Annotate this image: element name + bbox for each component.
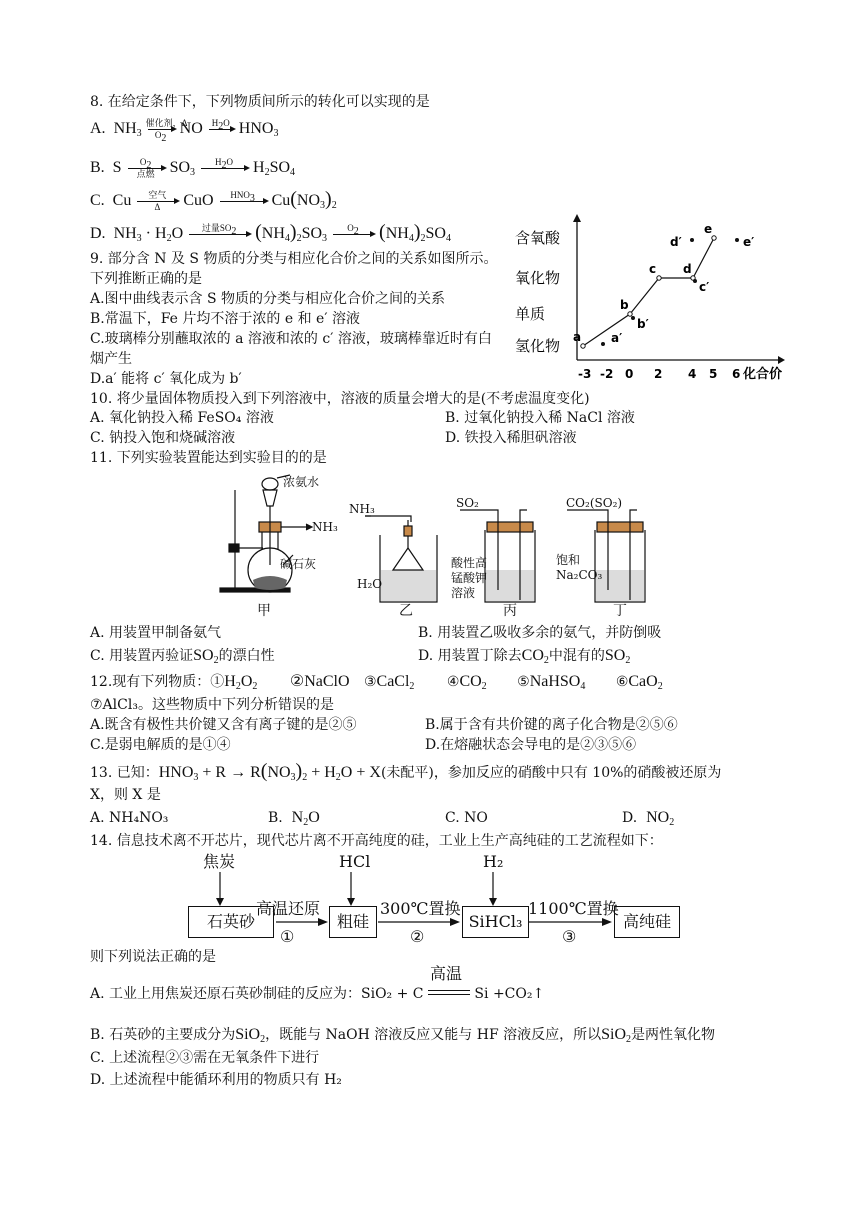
q8-option-c: C. Cu 空气 Δ CuO $HNO_3$ $Cu(NO_3)_2$ (90, 188, 337, 212)
q14-option-c: C. 上述流程②③需在无氧条件下进行 (90, 1050, 320, 1066)
o2-formula: O (154, 130, 162, 140)
label-na2co3: Na₂CO₃ (556, 568, 603, 582)
o2-formula: O (347, 223, 354, 233)
reaction-arrow (331, 223, 375, 246)
o2-formula: O (139, 157, 147, 167)
flow-step-2: 300℃置换 (380, 899, 461, 918)
q9-line1: 9. 部分含 N 及 S 物质的分类与相应化合价之间的关系如图所示。 (90, 251, 498, 267)
reaction-arrow (199, 157, 249, 180)
flow-box-quartz: 石英砂 (188, 906, 274, 938)
q13-stem: 13. 已知：$HNO_3 + R \to R(NO_3)_2 + H_2O + X$(未配平)，参加反应的硝酸中只有 10%的硝酸被还原为 (90, 760, 722, 783)
arrow-condition: 过量$SO_2$ (201, 223, 237, 237)
point-label: b′ (637, 317, 649, 331)
q8-option-d: D. $NH_3 \cdot H_2O$ 过量$SO_2$ $(NH_4)_2SO_3$ $O_2$ $(NH_4)_2SO_4$ (90, 221, 451, 245)
q8-option-b: B. S $O_2$ 点燃 $SO_3$ $H_2O$ $H_2SO_4$ (90, 157, 296, 179)
flow-num-1: ① (280, 927, 295, 946)
option-label: D. (622, 810, 638, 826)
flow-step-1: 高温还原 (256, 899, 321, 918)
reaction-arrow (135, 190, 179, 213)
reaction-arrow (145, 118, 188, 144)
flow-num-3: ③ (562, 927, 577, 946)
arrow-condition: $HNO_3$ (230, 190, 255, 204)
option-text: 中混有的 (548, 648, 605, 664)
q13-option-d: D. $NO_2$ (622, 809, 675, 828)
label-bing: 丙 (503, 603, 517, 619)
q14-option-a (90, 964, 545, 1003)
substance-4-num: ④ (446, 674, 460, 690)
q11-option-d: D. 用装置丁除去$CO_2$中混有的$SO_2$ (418, 647, 631, 666)
q13-option-a: A. NH₄NO₃ (90, 810, 169, 826)
option-text: A. 工业上用焦炭还原石英砂制硅的反应为：SiO₂ + C (90, 986, 424, 1002)
label-coke: 焦炭 (203, 852, 236, 871)
scatter-point (735, 238, 739, 242)
option-text: 是两性氧化物 (631, 1027, 716, 1043)
option-label: D. (90, 225, 106, 243)
q13-option-c: C. NO (445, 810, 488, 826)
valence-chart (515, 210, 795, 385)
hno3-formula: HNO (230, 190, 250, 200)
arrow-condition: 空气 (148, 190, 167, 200)
point-label: e (704, 222, 713, 236)
q14-option-d: D. 上述流程中能循环利用的物质只有 H₂ (90, 1072, 342, 1088)
y-category-label: 氧化物 (515, 269, 561, 287)
q13-option-b: B. $N_2O$ (268, 809, 320, 828)
h2o-formula: H (215, 157, 222, 167)
label-so2-in: SO₂ (456, 496, 479, 510)
condition-text: 高温 (429, 964, 462, 983)
q12-line2: ⑦AlCl₃。这些物质中下列分析错误的是 (90, 697, 334, 713)
q10-option-d: D. 铁投入稀胆矾溶液 (445, 430, 577, 446)
reaction-arrow (126, 157, 166, 180)
series-point (628, 312, 632, 316)
y-category-label: 单质 (515, 305, 546, 323)
stem-text: (未配平)，参加反应的硝酸中只有 10%的硝酸被还原为 (380, 765, 722, 781)
h2o-formula: H (211, 118, 219, 128)
x-axis-label: 化合价 (743, 367, 783, 382)
q11-option-b: B. 用装置乙吸收多余的氨气，并防倒吸 (418, 625, 662, 641)
label-kmno4-3: 溶液 (451, 586, 476, 600)
q14-stem: 14. 信息技术离不开芯片，现代芯片离不开高纯度的硅，工业上生产高纯硅的工艺流程如下： (90, 833, 663, 849)
label-h2: H₂ (483, 852, 504, 871)
x-tick-label: -3 (578, 367, 592, 381)
x-tick-label: 0 (625, 367, 634, 381)
flow-box-crude-si: 粗硅 (329, 906, 377, 938)
stem-text: 12.现有下列物质：① (90, 674, 225, 690)
label-kmno4: 酸性高 (451, 556, 488, 570)
substance-2: ②NaClO (289, 673, 350, 690)
label-ding: 丁 (613, 603, 627, 619)
flow-box-sihcl3: SiHCl₃ (462, 906, 529, 938)
q10-option-a: A. 氧化钠投入稀 FeSO₄ 溶液 (90, 410, 274, 426)
option-label: C. (90, 192, 105, 210)
arrow-condition: $O_2$ (139, 157, 152, 171)
option-text: B. 石英砂的主要成分为 (90, 1027, 236, 1043)
substance-6-num: ⑥ (615, 674, 629, 690)
option-text: ，既能与 NaOH 溶液反应又能与 HF 溶液反应，所以 (265, 1027, 602, 1043)
label-saturated: 饱和 (556, 553, 581, 567)
q12-option-d: D.在熔融状态会导电的是②③⑤⑥ (425, 737, 637, 753)
series-point (657, 276, 661, 280)
q10-option-c: C. 钠投入饱和烧碱溶液 (90, 430, 236, 446)
q11-stem: 11. 下列实验装置能达到实验目的的是 (90, 450, 327, 466)
label-yi: 乙 (399, 603, 413, 619)
substance-3-num: ③ (363, 674, 377, 690)
point-label: a (573, 330, 582, 344)
x-tick-label: 6 (732, 367, 741, 381)
label-jia: 甲 (257, 603, 271, 619)
x-axis-arrow-icon (778, 356, 785, 364)
arrow-condition: 催化剂，Δ (145, 118, 188, 128)
q12-option-a: A.既含有极性共价键又含有离子键的是②⑤ (90, 717, 357, 733)
x-tick-label: -2 (600, 367, 614, 381)
excess-so2: 过量SO (201, 223, 232, 233)
q12-option-c: C.是弱电解质的是①④ (90, 737, 231, 753)
label-nh3-in: NH₃ (349, 502, 375, 516)
q8-option-a: A. $NH_3$ 催化剂，Δ $O_2$ NO $H_2O$ $HNO_3$ (90, 118, 279, 144)
q12-stem: 12.现有下列物质：$①H_2O_2$ ②NaClO ③CaCl$_2$ $④CO_2$ ⑤NaHSO$_4$ ⑥CaO$_2$ (90, 673, 663, 692)
y-category-label: 氢化物 (515, 337, 561, 355)
arrow-condition: $H_2O$ (211, 118, 230, 132)
reaction-arrow (218, 190, 268, 213)
series-point (581, 344, 585, 348)
equals-condition (428, 964, 470, 1003)
option-text: Si +CO₂↑ (474, 986, 545, 1002)
q9-option-b: B.常温下，Fe 片均不溶于浓的 e 和 e′ 溶液 (90, 311, 360, 327)
label-hcl: HCl (339, 852, 371, 871)
q13-line2: X，则 X 是 (90, 787, 161, 803)
substance-5-num: ⑤ (517, 674, 530, 690)
q11-option-c: C. 用装置丙验证$SO_2$的漂白性 (90, 647, 275, 666)
q9-line2: 下列推断正确的是 (90, 271, 202, 287)
label-nh3-out: NH₃ (312, 520, 338, 534)
scatter-point (631, 316, 635, 320)
y-category-label: 含氧酸 (515, 229, 561, 247)
q8-stem: 8. 在给定条件下，下列物质间所示的转化可以实现的是 (90, 94, 430, 110)
point-label: c′ (699, 280, 710, 294)
apparatus-jia (220, 475, 312, 592)
q9-option-a: A.图中曲线表示含 S 物质的分类与相应化合价之间的关系 (90, 291, 446, 307)
q14-option-b: B. 石英砂的主要成分为SiO$_2$，既能与 NaOH 溶液反应又能与 HF 溶液反应，所以SiO$_2$是两性氧化物 (90, 1026, 716, 1045)
q10-stem: 10. 将少量固体物质投入到下列溶液中，溶液的质量会增大的是(不考虑温度变化) (90, 391, 590, 407)
point-label: a′ (611, 331, 623, 345)
x-tick-label: 4 (688, 367, 697, 381)
point-label: d′ (670, 235, 682, 249)
reaction-arrow (207, 118, 235, 141)
stem-text: 13. 已知： (90, 765, 159, 781)
option-label: B. (268, 810, 283, 826)
apparatus-figure (215, 470, 655, 620)
series-point (712, 236, 716, 240)
y-axis-arrow-icon (573, 214, 581, 222)
option-label: B. (90, 159, 105, 177)
flow-box-pure-si: 高纯硅 (614, 906, 680, 938)
label-h2o: H₂O (357, 577, 383, 591)
q11-option-a: A. 用装置甲制备氨气 (90, 625, 222, 641)
label-soda-lime: 碱石灰 (280, 557, 317, 571)
x-tick-label: 2 (654, 367, 663, 381)
scatter-point (690, 238, 694, 242)
point-label: b (620, 298, 629, 312)
q12-option-b: B.属于含有共价键的离子化合物是②⑤⑥ (425, 717, 678, 733)
q10-option-b: B. 过氧化钠投入稀 NaCl 溶液 (445, 410, 635, 426)
arrow-condition: 点燃 (136, 169, 155, 179)
label-ammonia-water: 浓氨水 (283, 475, 320, 489)
point-label: d (683, 262, 692, 276)
option-label: A. (90, 120, 106, 138)
flow-step-3: 1100℃置换 (528, 899, 619, 918)
x-tick-label: 5 (709, 367, 718, 381)
label-kmno4-2: 锰酸钾 (451, 571, 488, 585)
flow-num-2: ② (410, 927, 425, 946)
q9-option-d: D.a′ 能将 c′ 氧化成为 b′ (90, 371, 242, 387)
label-co2-in: CO₂(SO₂) (566, 496, 623, 510)
q9-option-c: C.玻璃棒分别蘸取浓的 a 溶液和浓的 c′ 溶液，玻璃棒靠近时有白 (90, 331, 492, 347)
option-text: C. 用装置丙验证 (90, 648, 194, 664)
option-text: D. 用装置丁除去 (418, 648, 522, 664)
arrow-condition: $O_2$ (154, 130, 167, 144)
scatter-point (601, 342, 605, 346)
reaction-arrow (187, 223, 251, 246)
arrow-condition: $H_2O$ (215, 157, 234, 171)
point-label: c (649, 262, 657, 276)
point-label: e′ (743, 235, 755, 249)
q9-option-c-cont: 烟产生 (90, 351, 132, 367)
scatter-point (693, 279, 697, 283)
q14-after: 则下列说法正确的是 (90, 949, 216, 965)
arrow-condition: $O_2$ (347, 223, 359, 237)
option-text: 的漂白性 (218, 648, 275, 664)
arrow-condition: Δ (154, 202, 161, 212)
